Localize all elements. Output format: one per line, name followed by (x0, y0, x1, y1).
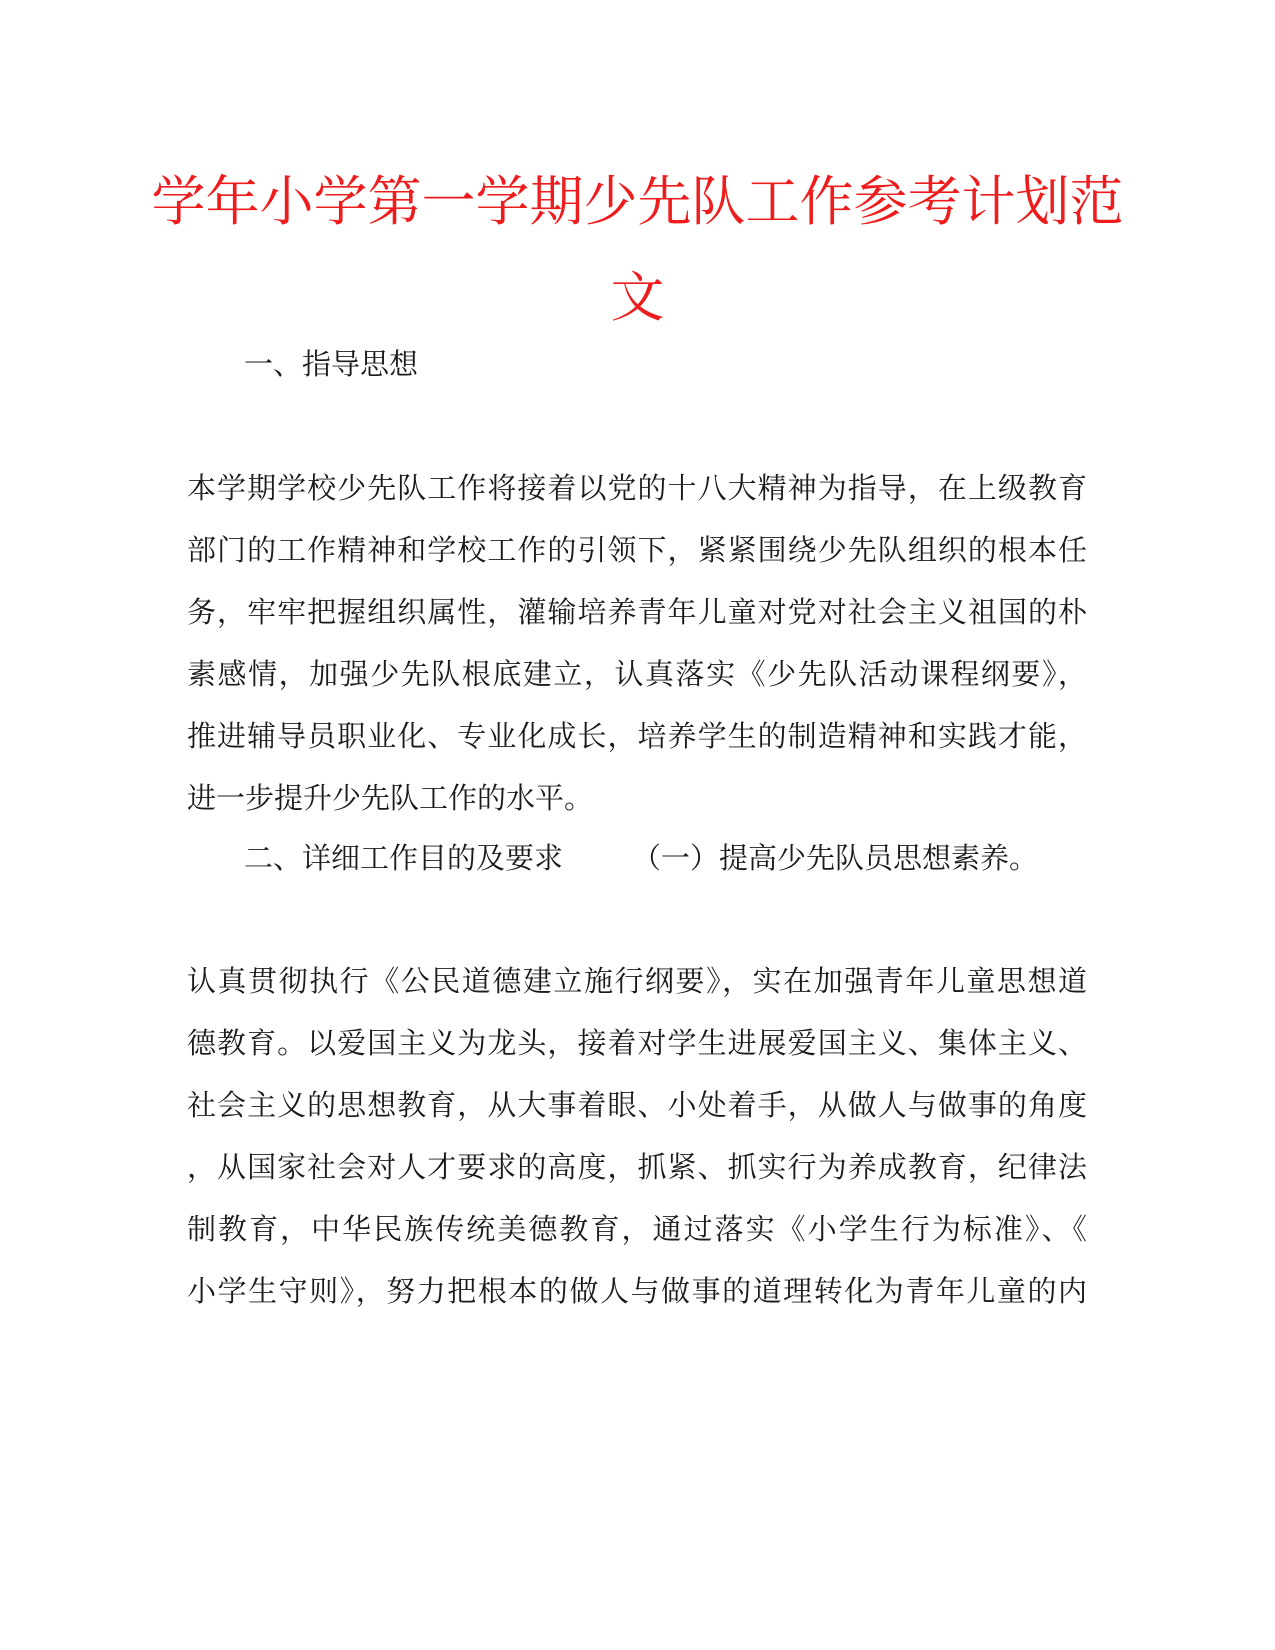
section-2-line: ，从国家社会对人才要求的高度，抓紧、抓实行为养成教育，纪律法 (187, 1150, 1087, 1184)
section-2-line: 德教育。以爱国主义为龙头，接着对学生进展爱国主义、集体主义、 (187, 1026, 1087, 1060)
section-2-heading: 二、详细工作目的及要求 (244, 841, 564, 875)
section-1-line: 部门的工作精神和学校工作的引领下，紧紧围绕少先队组织的根本任 (187, 533, 1087, 567)
section-1-line: 素感情，加强少先队根底建立，认真落实《少先队活动课程纲要》， (187, 657, 1087, 691)
section-2-line: 制教育，中华民族传统美德教育，通过落实《小学生行为标准》、《 (187, 1212, 1087, 1246)
section-1-line: 本学期学校少先队工作将接着以党的十八大精神为指导，在上级教育 (187, 471, 1087, 505)
section-2-line: 社会主义的思想教育，从大事着眼、小处着手，从做人与做事的角度 (187, 1088, 1087, 1122)
section-2-subheading: （一）提高少先队员思想素养。 (632, 841, 1039, 875)
section-2-line: 小学生守则》，努力把根本的做人与做事的道理转化为青年儿童的内 (187, 1274, 1087, 1308)
document-title-line-1: 学年小学第一学期少先队工作参考计划范 (151, 170, 1124, 233)
document-title-line-2: 文 (610, 266, 665, 329)
section-1-line: 务，牢牢把握组织属性，灌输培养青年儿童对党对社会主义祖国的朴 (187, 595, 1087, 629)
section-1-line: 进一步提升少先队工作的水平。 (187, 781, 594, 815)
section-1-heading: 一、指导思想 (244, 347, 419, 381)
section-1-line: 推进辅导员职业化、专业化成长，培养学生的制造精神和实践才能， (187, 719, 1087, 753)
section-2-line: 认真贯彻执行《公民道德建立施行纲要》，实在加强青年儿童思想道 (187, 964, 1087, 998)
